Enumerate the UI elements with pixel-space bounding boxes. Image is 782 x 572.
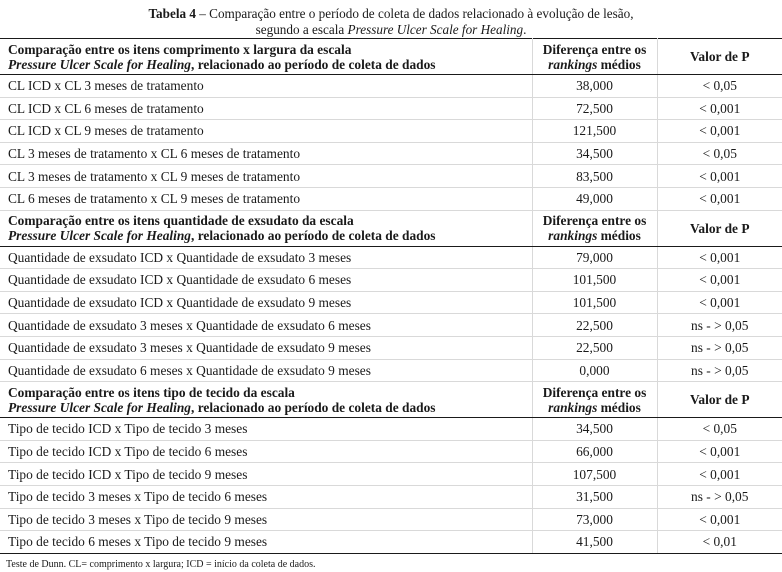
ranking-difference: 34,500 xyxy=(532,418,657,441)
p-value: < 0,05 xyxy=(657,75,782,98)
table-row xyxy=(0,291,782,314)
comparison-label: CL ICD x CL 9 meses de tratamento xyxy=(0,120,532,143)
comparison-label: Tipo de tecido 3 meses x Tipo de tecido 9 meses xyxy=(0,508,532,531)
table-row xyxy=(0,314,782,337)
column-header-difference-line-1: Diferença entre os xyxy=(542,384,647,400)
caption-label: Tabela 4 xyxy=(148,6,196,21)
ranking-difference: 38,000 xyxy=(532,75,657,98)
column-header-difference-line-1: Diferença entre os xyxy=(542,213,647,229)
comparison-label: Tipo de tecido ICD x Tipo de tecido 6 meses xyxy=(0,440,532,463)
column-header-p-value: Valor de P xyxy=(657,39,782,75)
column-header-difference-line-2 xyxy=(533,400,657,415)
p-value: < 0,001 xyxy=(657,120,782,143)
ranking-difference: 34,500 xyxy=(532,142,657,165)
column-header-rankings: rankings xyxy=(548,56,598,72)
ranking-difference: 49,000 xyxy=(532,187,657,210)
table-row xyxy=(0,359,782,382)
p-value: < 0,001 xyxy=(657,165,782,188)
p-value: < 0,001 xyxy=(657,463,782,486)
ranking-difference: 107,500 xyxy=(532,463,657,486)
p-value: ns - > 0,05 xyxy=(657,359,782,382)
column-header-difference xyxy=(532,382,657,418)
table-row xyxy=(0,531,782,554)
table-row xyxy=(0,485,782,508)
section-header xyxy=(0,39,782,75)
column-header-rankings: rankings xyxy=(548,228,598,244)
p-value: ns - > 0,05 xyxy=(657,314,782,337)
section-header xyxy=(0,210,782,246)
caption-prefix: segundo a escala xyxy=(255,22,348,37)
section-scale-name: Pressure Ulcer Scale for Healing xyxy=(8,56,191,72)
p-value: < 0,001 xyxy=(657,187,782,210)
column-header-rankings: rankings xyxy=(548,399,598,415)
column-header-medios: médios xyxy=(597,228,641,244)
ranking-difference: 22,500 xyxy=(532,314,657,337)
section-header-rest: , relacionado ao período de coleta de dados xyxy=(191,228,436,244)
table-row xyxy=(0,508,782,531)
table-row xyxy=(0,165,782,188)
column-header-difference-line-2 xyxy=(533,57,657,72)
results-table xyxy=(0,38,782,554)
p-value: < 0,001 xyxy=(657,440,782,463)
p-value: < 0,001 xyxy=(657,97,782,120)
table-row xyxy=(0,463,782,486)
caption-text: Comparação entre o período de coleta de dados relacionado à evolução de lesão, xyxy=(209,6,634,21)
p-value: ns - > 0,05 xyxy=(657,485,782,508)
section-scale-name: Pressure Ulcer Scale for Healing xyxy=(8,399,191,415)
comparison-label: Tipo de tecido 3 meses x Tipo de tecido 6 meses xyxy=(0,485,532,508)
table-row xyxy=(0,246,782,269)
table-row xyxy=(0,120,782,143)
p-value: < 0,01 xyxy=(657,531,782,554)
section-header-line-1: Comparação entre os itens quantidade de exsudato da escala xyxy=(8,213,354,229)
comparison-label: Quantidade de exsudato 3 meses x Quantidade de exsudato 6 meses xyxy=(0,314,532,337)
p-value: ns - > 0,05 xyxy=(657,336,782,359)
table-row xyxy=(0,418,782,441)
section-header-line-2 xyxy=(8,57,532,72)
column-header-difference xyxy=(532,39,657,75)
p-value: < 0,05 xyxy=(657,418,782,441)
comparison-label: CL 3 meses de tratamento x CL 6 meses de tratamento xyxy=(0,142,532,165)
caption-dash: – xyxy=(195,6,210,21)
table-row xyxy=(0,440,782,463)
ranking-difference: 121,500 xyxy=(532,120,657,143)
section-header-title xyxy=(0,39,532,75)
column-header-difference xyxy=(532,210,657,246)
section-header-title xyxy=(0,382,532,418)
table-row xyxy=(0,97,782,120)
section-header-line-1: Comparação entre os itens comprimento x largura da escala xyxy=(8,41,352,57)
column-header-medios: médios xyxy=(597,56,641,72)
p-value: < 0,001 xyxy=(657,508,782,531)
column-header-medios: médios xyxy=(597,399,641,415)
table-row xyxy=(0,75,782,98)
ranking-difference: 41,500 xyxy=(532,531,657,554)
comparison-label: Quantidade de exsudato ICD x Quantidade de exsudato 3 meses xyxy=(0,246,532,269)
comparison-label: CL 3 meses de tratamento x CL 9 meses de tratamento xyxy=(0,165,532,188)
column-header-difference-line-2 xyxy=(533,228,657,243)
table-body xyxy=(0,39,782,554)
p-value: < 0,001 xyxy=(657,269,782,292)
section-header-rest: , relacionado ao período de coleta de dados xyxy=(191,56,436,72)
column-header-difference-line-1: Diferença entre os xyxy=(542,41,647,57)
comparison-label: Tipo de tecido 6 meses x Tipo de tecido 9 meses xyxy=(0,531,532,554)
comparison-label: Tipo de tecido ICD x Tipo de tecido 3 meses xyxy=(0,418,532,441)
ranking-difference: 66,000 xyxy=(532,440,657,463)
ranking-difference: 31,500 xyxy=(532,485,657,508)
ranking-difference: 83,500 xyxy=(532,165,657,188)
caption-scale-name: Pressure Ulcer Scale for Healing xyxy=(347,22,524,37)
p-value: < 0,001 xyxy=(657,246,782,269)
table-footnote: Teste de Dunn. CL= comprimento x largura; ICD = início da coleta de dados. xyxy=(6,558,316,570)
section-header-line-2 xyxy=(8,228,532,243)
section-header xyxy=(0,382,782,418)
comparison-label: Tipo de tecido ICD x Tipo de tecido 9 meses xyxy=(0,463,532,486)
table-row xyxy=(0,142,782,165)
table-row xyxy=(0,336,782,359)
section-header-rest: , relacionado ao período de coleta de dados xyxy=(191,399,436,415)
ranking-difference: 101,500 xyxy=(532,291,657,314)
table-caption xyxy=(0,0,782,38)
comparison-label: CL 6 meses de tratamento x CL 9 meses de tratamento xyxy=(0,187,532,210)
column-header-p-value: Valor de P xyxy=(657,382,782,418)
ranking-difference: 22,500 xyxy=(532,336,657,359)
column-header-p-value: Valor de P xyxy=(657,210,782,246)
section-scale-name: Pressure Ulcer Scale for Healing xyxy=(8,228,191,244)
table-row xyxy=(0,269,782,292)
section-header-line-1: Comparação entre os itens tipo de tecido da escala xyxy=(8,384,295,400)
section-header-line-2 xyxy=(8,400,532,415)
ranking-difference: 79,000 xyxy=(532,246,657,269)
comparison-label: Quantidade de exsudato ICD x Quantidade de exsudato 6 meses xyxy=(0,269,532,292)
ranking-difference: 101,500 xyxy=(532,269,657,292)
caption-line-2 xyxy=(0,22,782,38)
comparison-label: CL ICD x CL 3 meses de tratamento xyxy=(0,75,532,98)
p-value: < 0,001 xyxy=(657,291,782,314)
ranking-difference: 72,500 xyxy=(532,97,657,120)
caption-line-1 xyxy=(0,6,782,22)
comparison-label: Quantidade de exsudato 3 meses x Quantidade de exsudato 9 meses xyxy=(0,336,532,359)
ranking-difference: 73,000 xyxy=(532,508,657,531)
comparison-label: Quantidade de exsudato ICD x Quantidade de exsudato 9 meses xyxy=(0,291,532,314)
section-header-title xyxy=(0,210,532,246)
p-value: < 0,05 xyxy=(657,142,782,165)
table-row xyxy=(0,187,782,210)
ranking-difference: 0,000 xyxy=(532,359,657,382)
comparison-label: CL ICD x CL 6 meses de tratamento xyxy=(0,97,532,120)
caption-suffix: . xyxy=(523,22,527,37)
comparison-label: Quantidade de exsudato 6 meses x Quantidade de exsudato 9 meses xyxy=(0,359,532,382)
